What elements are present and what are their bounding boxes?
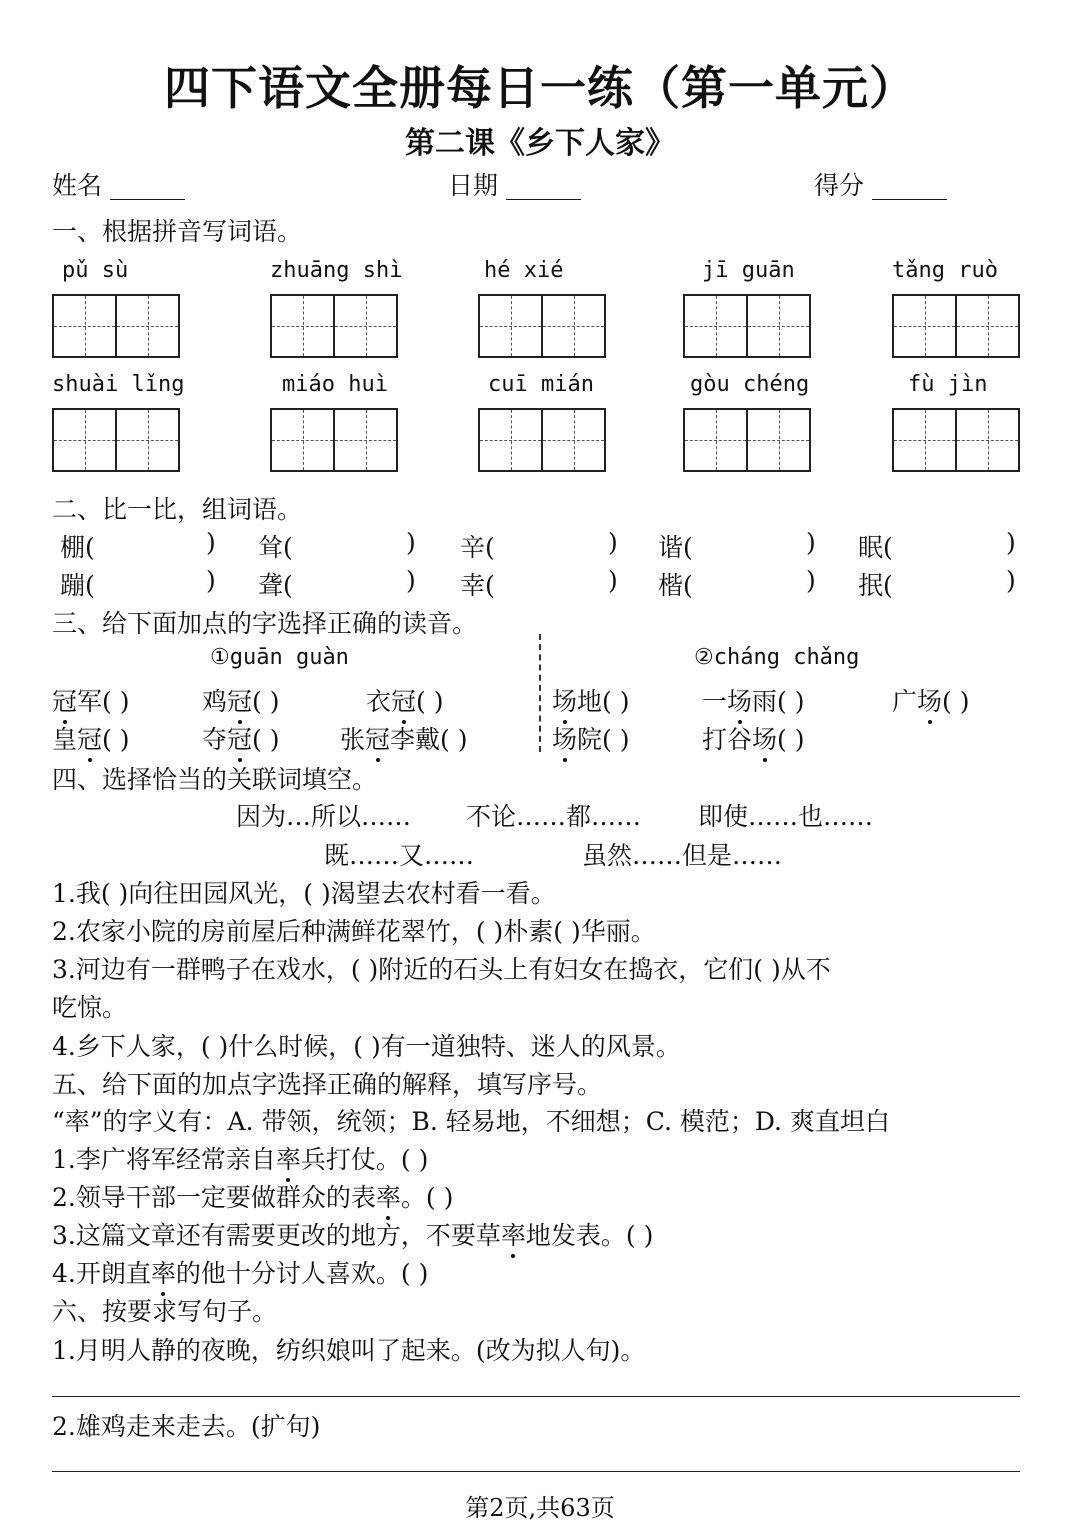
reading-item: 一场雨( )	[702, 682, 805, 718]
section-1-heading: 一、根据拼音写词语。	[52, 217, 303, 246]
reading-item: 皇冠( )	[52, 720, 130, 756]
conjunction-option: 虽然……但是……	[582, 841, 783, 870]
reading-item: 场地( )	[552, 682, 629, 718]
writing-grid[interactable]	[52, 408, 180, 472]
meaning-options: “率”的字义有：A. 带领，统领；B. 轻易地，不细想；C. 模范；D. 爽直坦白	[52, 1107, 890, 1136]
question-item: 2.雄鸡走来走去。(扩句)	[52, 1412, 321, 1441]
reading-item: 夺冠( )	[202, 720, 280, 756]
reading-item: 衣冠( )	[366, 682, 444, 718]
word-prompt: 眠(	[858, 533, 893, 562]
reading-item: 张冠李戴( )	[340, 720, 468, 756]
word-close: )	[406, 528, 416, 557]
word-close: )	[1006, 528, 1016, 557]
date-field: 日期 ______	[448, 171, 581, 200]
pinyin-label: fù jìn	[908, 372, 988, 397]
question-item: 2.领导干部一定要做群众的表率。( )	[52, 1178, 453, 1214]
section-6-heading: 六、按要求写句子。	[52, 1297, 278, 1326]
lesson-subtitle: 第二课《乡下人家》	[405, 126, 675, 161]
writing-grid[interactable]	[892, 294, 1020, 358]
word-close: )	[806, 566, 816, 595]
pinyin-label: gòu chéng	[690, 372, 810, 397]
writing-grid[interactable]	[683, 294, 811, 358]
word-prompt: 幸(	[460, 571, 495, 600]
conjunction-option: 不论……都……	[466, 802, 642, 831]
pronunciation-group-1: ①guān guàn	[210, 645, 349, 670]
pronunciation-group-2: ②cháng chǎng	[694, 645, 860, 670]
question-item: 1.我( )向往田园风光，( )渴望去农村看一看。	[52, 879, 556, 908]
question-item-continued: 吃惊。	[52, 993, 128, 1022]
word-close: )	[608, 566, 618, 595]
reading-item: 场院( )	[552, 720, 629, 756]
section-4-heading: 四、选择恰当的关联词填空。	[52, 765, 378, 794]
question-item: 2.农家小院的房前屋后种满鲜花翠竹，( )朴素( )华丽。	[52, 917, 656, 946]
question-item: 4.乡下人家，( )什么时候，( )有一道独特、迷人的风景。	[52, 1032, 681, 1061]
pinyin-label: miáo huì	[282, 372, 388, 397]
word-prompt: 棚(	[60, 533, 95, 562]
column-divider	[539, 634, 541, 752]
word-prompt: 抿(	[858, 571, 893, 600]
pinyin-label: cuī mián	[488, 372, 594, 397]
word-prompt: 楷(	[658, 571, 693, 600]
question-item: 3.河边有一群鸭子在戏水，( )附近的石头上有妇女在捣衣，它们( )从不	[52, 955, 831, 984]
pinyin-label: hé xié	[484, 258, 564, 283]
question-item: 1.月明人静的夜晚，纺织娘叫了起来。(改为拟人句)。	[52, 1336, 646, 1365]
writing-grid[interactable]	[478, 294, 606, 358]
pinyin-label: zhuāng shì	[270, 258, 403, 283]
word-prompt: 辛(	[460, 533, 495, 562]
writing-grid[interactable]	[892, 408, 1020, 472]
word-close: )	[206, 566, 216, 595]
section-2-heading: 二、比一比，组词语。	[52, 495, 303, 524]
word-close: )	[608, 528, 618, 557]
reading-item: 冠军( )	[52, 682, 129, 718]
question-item: 1.李广将军经常亲自率兵打仗。( )	[52, 1140, 428, 1176]
reading-item: 广场( )	[892, 682, 970, 718]
word-prompt: 谐(	[658, 533, 693, 562]
section-5-heading: 五、给下面的加点字选择正确的解释，填写序号。	[52, 1070, 603, 1099]
conjunction-option: 因为…所以……	[236, 802, 412, 831]
word-prompt: 蹦(	[60, 571, 95, 600]
word-close: )	[806, 528, 816, 557]
reading-item: 鸡冠( )	[202, 682, 280, 718]
answer-line[interactable]	[52, 1396, 1020, 1397]
section-3-heading: 三、给下面加点的字选择正确的读音。	[52, 609, 478, 638]
conjunction-option: 既……又……	[324, 841, 475, 870]
score-field: 得分 ______	[814, 171, 947, 200]
question-item: 4.开朗直率的他十分讨人喜欢。( )	[52, 1254, 428, 1290]
word-close: )	[1006, 566, 1016, 595]
writing-grid[interactable]	[270, 294, 398, 358]
writing-grid[interactable]	[478, 408, 606, 472]
writing-grid[interactable]	[683, 408, 811, 472]
answer-line[interactable]	[52, 1471, 1020, 1472]
pinyin-label: shuài lǐng	[52, 372, 185, 397]
writing-grid[interactable]	[270, 408, 398, 472]
conjunction-option: 即使……也……	[698, 802, 874, 831]
page-number: 第2页,共63页	[465, 1494, 615, 1522]
reading-item: 打谷场( )	[702, 720, 805, 756]
name-field: 姓名 ______	[52, 171, 185, 200]
pinyin-label: jī guān	[702, 258, 795, 283]
pinyin-label: tǎng ruò	[892, 258, 998, 283]
word-prompt: 耸(	[258, 533, 293, 562]
page-title: 四下语文全册每日一练（第一单元）	[164, 61, 916, 115]
pinyin-label: pǔ sù	[62, 258, 129, 283]
word-close: )	[406, 566, 416, 595]
word-prompt: 聋(	[258, 571, 293, 600]
word-close: )	[206, 528, 216, 557]
question-item: 3.这篇文章还有需要更改的地方，不要草率地发表。( )	[52, 1216, 653, 1252]
writing-grid[interactable]	[52, 294, 180, 358]
